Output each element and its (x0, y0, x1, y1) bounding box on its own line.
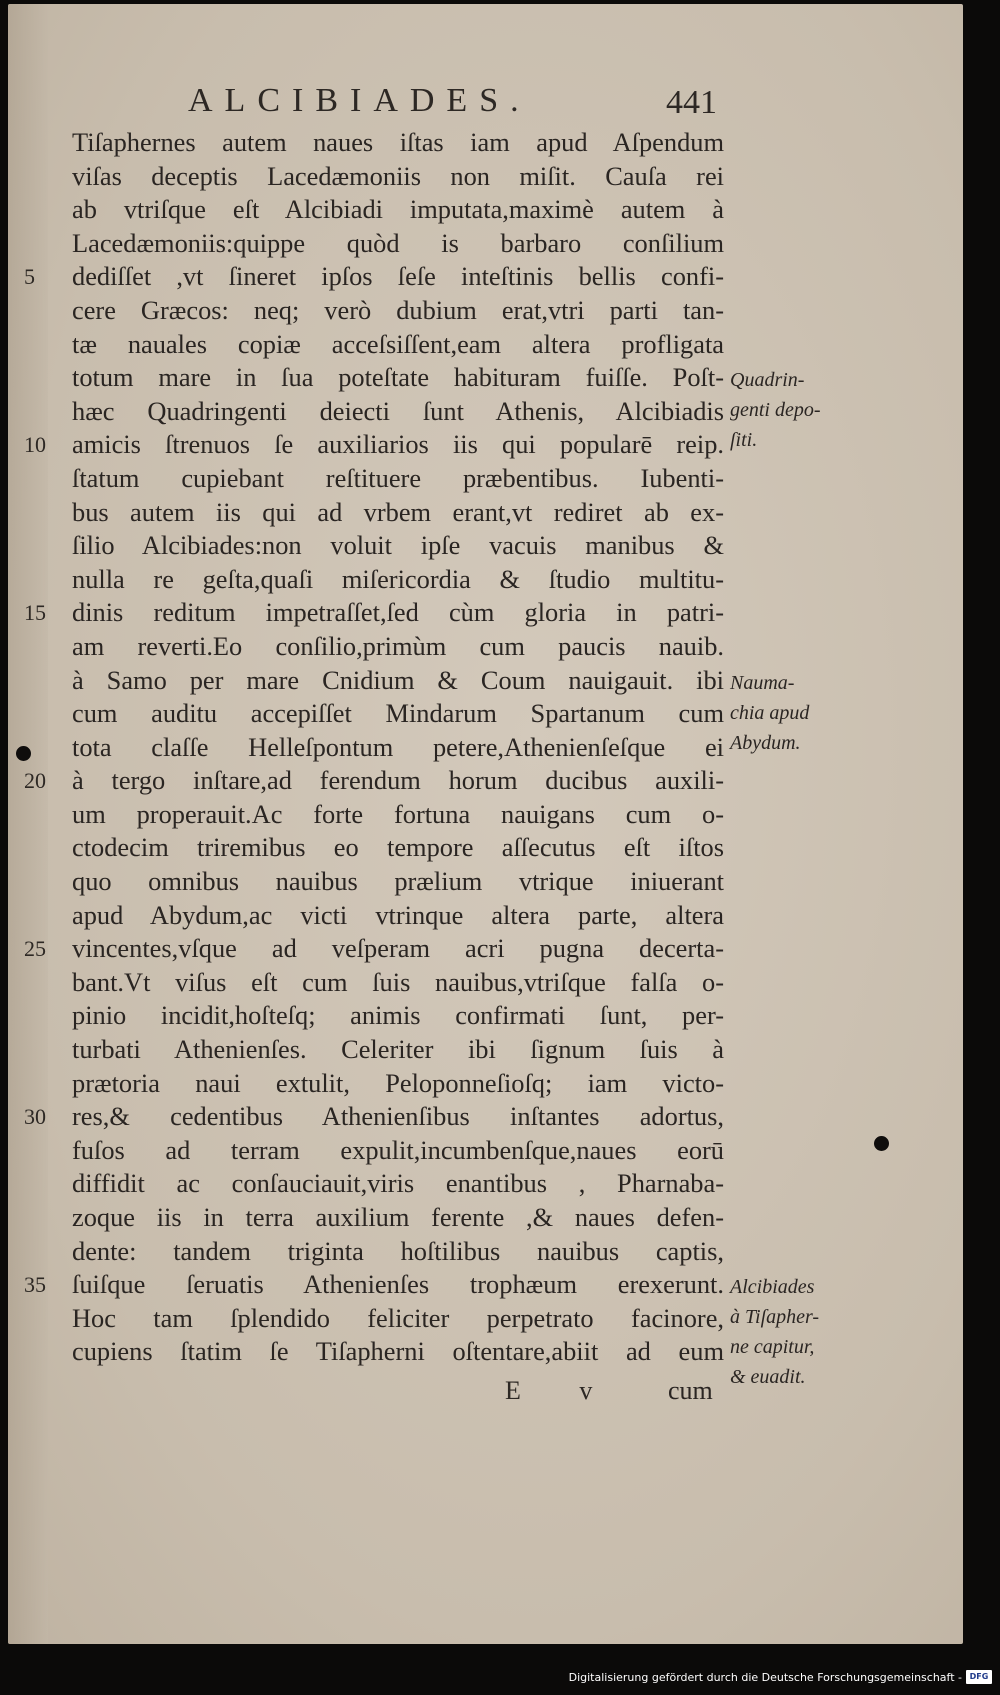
text-line: tæ nauales copiæ acceſsiſſent,eam altera profligata (72, 328, 724, 359)
text-line: ctodecim triremibus eo tempore aſſecutus eſt iſtos (72, 832, 724, 863)
text-line: res,& cedentibus Athenienſibus inſtantes adortus, (72, 1101, 724, 1132)
text-line: tota claſſe Helleſpontum petere,Athenienſeſque ei (72, 731, 724, 762)
line-number: 10 (24, 432, 46, 458)
text-line: totum mare in ſua poteſtate habituram fuiſſe. Poſt- (72, 362, 724, 393)
marginal-gloss: Alcibiades à Tiſapher- ne capitur, & euadit. (730, 1276, 820, 1389)
text-line: bant.Vt viſus eſt cum ſuis nauibus,vtriſque falſa o- (72, 966, 724, 997)
text-line: cere Græcos: neq; verò dubium erat,vtri parti tan- (72, 294, 724, 325)
catchword: cum (668, 1376, 713, 1405)
text-line: Tiſaphernes autem naues iſtas iam apud Aſpendum (72, 127, 724, 157)
text-line: diffidit ac conſauciauit,viris enantibus , Pharnaba- (72, 1168, 724, 1199)
text-line: vincentes,vſque ad veſperam acri pugna decerta- (72, 933, 724, 964)
ink-dot (874, 1136, 889, 1151)
text-line: prætoria naui extulit, Peloponneſioſq; iam victo- (72, 1067, 724, 1098)
text-line: pinio incidit,hoſteſq; animis confirmati ſunt, per- (72, 1000, 724, 1031)
text-line: ab vtriſque eſt Alcibiadi imputata,maximè autem à (72, 194, 724, 225)
text-line: cum auditu accepiſſet Mindarum Spartanum cum (72, 698, 724, 729)
text-line: cupiens ſtatim ſe Tiſapherni oſtentare,abiit ad eum (72, 1336, 724, 1367)
text-line: quo omnibus nauibus prælium vtrique iniuerant (72, 866, 724, 897)
marginal-gloss: Quadrin- genti depo- ſiti. (730, 369, 821, 452)
text-line: amicis ſtrenuos ſe auxiliarios iis qui popularē reip. (72, 429, 724, 460)
running-head: ALCIBIADES. (188, 82, 531, 119)
text-line: zoque iis in terra auxilium ferente ,& naues defen- (72, 1202, 724, 1232)
line-number: 30 (24, 1104, 46, 1130)
line-number: 5 (24, 264, 35, 290)
line-number: 15 (24, 600, 46, 626)
text-line: à tergo inſtare,ad ferendum horum ducibus auxili- (72, 765, 724, 796)
text-line: nulla re geſta,quaſi miſericordia & ſtudio multitu- (72, 563, 724, 594)
ink-speck (16, 746, 31, 761)
text-line: hæc Quadringenti deiecti ſunt Athenis, Alcibiadis (72, 395, 724, 426)
text-line: dediſſet ,vt ſineret ipſos ſeſe inteſtinis bellis confi- (72, 261, 724, 292)
text-line: apud Abydum,ac victi vtrinque altera parte, altera (72, 899, 724, 930)
footer-credit: Digitalisierung gefördert durch die Deutsche Forschungsgemeinschaft - (568, 1671, 962, 1684)
text-line: um properauit.Ac forte fortuna nauigans cum o- (72, 798, 724, 829)
line-number: 35 (24, 1272, 46, 1298)
page-number: 441 (666, 84, 717, 121)
text-line: ſilio Alcibiades:non voluit ipſe vacuis manibus & (72, 530, 724, 561)
page-gutter (8, 4, 48, 1644)
line-number: 20 (24, 768, 46, 794)
text-line: ſtatum cupiebant reſtituere præbentibus. Iubenti- (72, 462, 724, 493)
text-line: turbati Athenienſes. Celeriter ibi ſignum ſuis à (72, 1034, 724, 1065)
text-line: viſas deceptis Lacedæmoniis non miſit. Cauſa rei (72, 160, 724, 191)
marginal-gloss: Nauma- chia apud Abydum. (730, 671, 810, 754)
text-line: à Samo per mare Cnidium & Coum nauigauit. ibi (72, 664, 724, 695)
text-line: dente: tandem triginta hoſtilibus nauibus captis, (72, 1235, 724, 1266)
signature-mark: E v (505, 1376, 619, 1405)
body-text (72, 126, 724, 1369)
text-line: bus autem iis qui ad vrbem erant,vt rediret ab ex- (72, 496, 724, 527)
text-line: dinis reditum impetraſſet,ſed cùm gloria in patri- (72, 597, 724, 628)
text-line: Lacedæmoniis:quippe quòd is barbaro conſilium (72, 227, 724, 258)
dfg-logo: DFG (966, 1670, 992, 1684)
line-number: 25 (24, 936, 46, 962)
text-line: Hoc tam ſplendido feliciter perpetrato facinore, (72, 1302, 724, 1333)
text-line: fuſos ad terram expulit,incumbenſque,naues eorū (72, 1134, 724, 1165)
text-line: ſuiſque ſeruatis Athenienſes trophæum erexerunt. (72, 1269, 724, 1300)
book-page (8, 4, 963, 1644)
footer-bar (0, 1664, 1000, 1695)
text-line: am reverti.Eo conſilio,primùm cum paucis nauib. (72, 630, 724, 661)
